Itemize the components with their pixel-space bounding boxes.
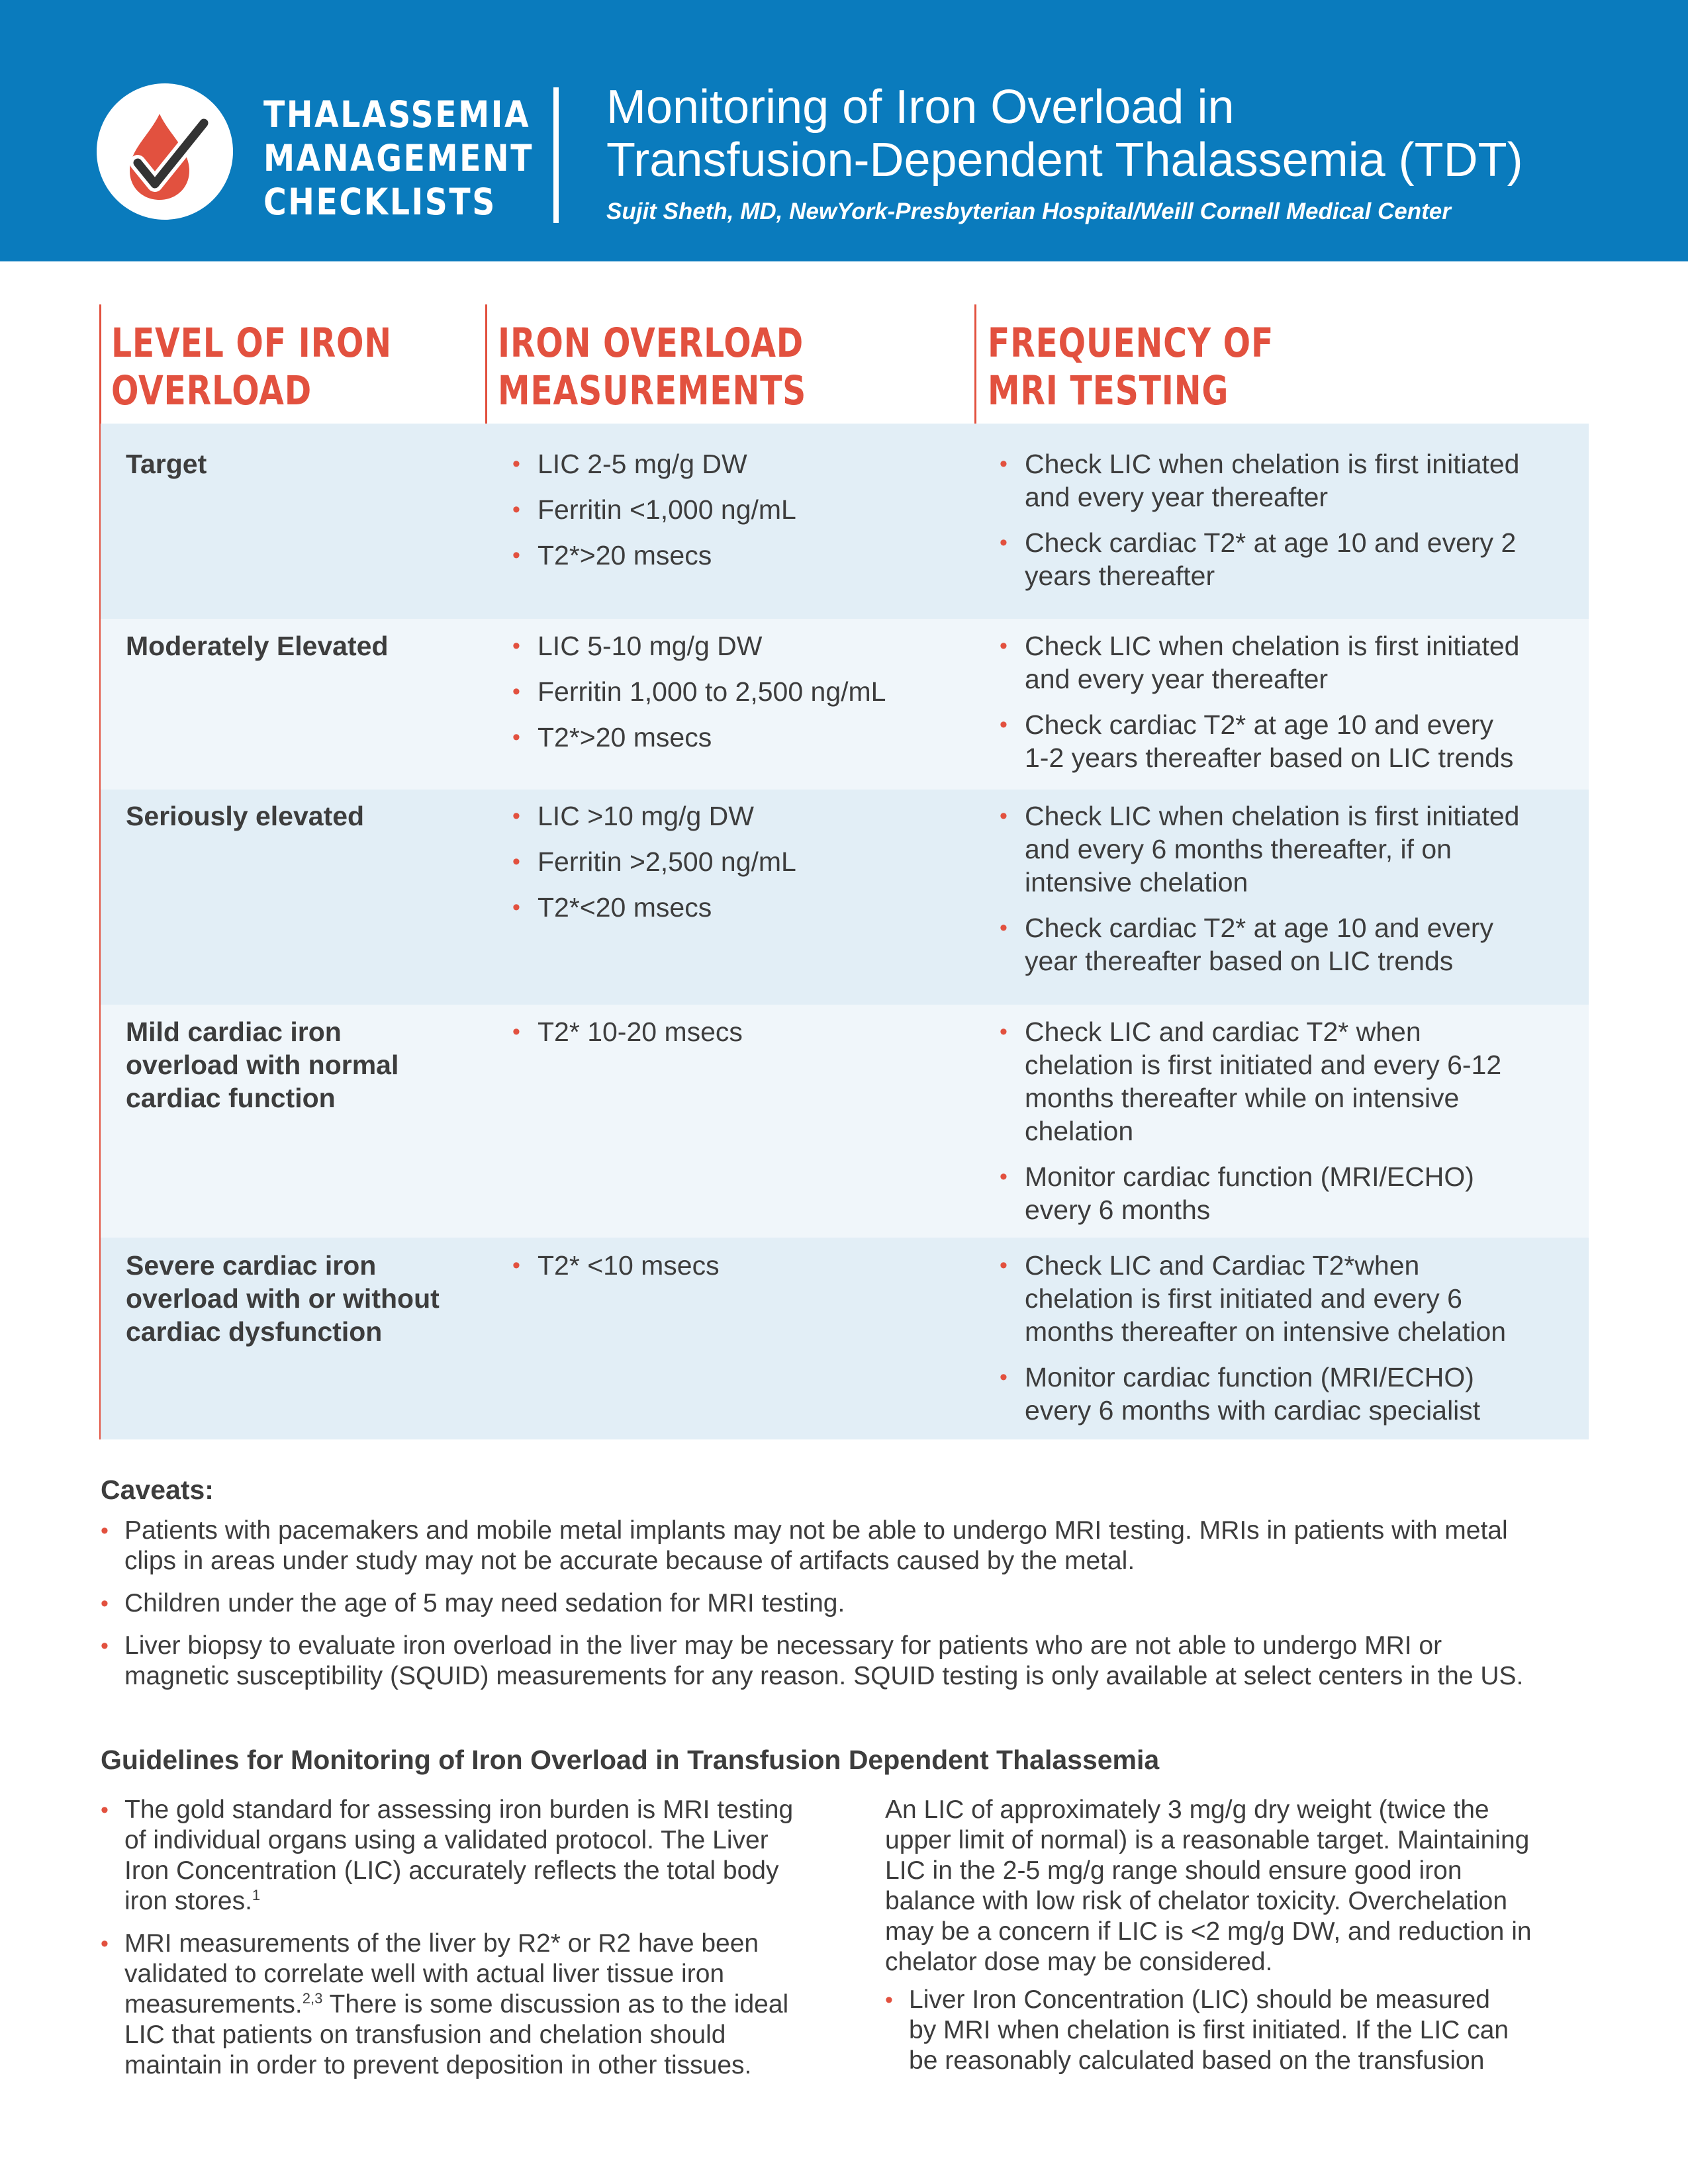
list-item: • Monitor cardiac function (MRI/ECHO) every 6 months <box>998 1160 1501 1226</box>
guidelines-right-paragraph: An LIC of approximately 3 mg/g dry weight (twice the upper limit of normal) is a reasonable target. Maintaining LIC in the 2-5 mg/g range should ensure good iron balance with low risk of chelator toxicity. Overchelation may be a concern if LIC is <2 mg/g DW, and reduction in chelator dose may be considered. <box>885 1796 1532 1976</box>
list-item: • T2*>20 msecs <box>511 721 886 754</box>
list-item: • T2*<20 msecs <box>511 891 796 924</box>
page-title <box>606 81 1639 187</box>
list-item: • T2* <10 msecs <box>511 1249 720 1282</box>
brand-name <box>263 93 534 224</box>
list-item: • T2* 10-20 msecs <box>511 1015 743 1048</box>
reference-mark: 1 <box>252 1887 261 1903</box>
column-header-measurements: IRON OVERLOAD MEASUREMENTS <box>498 320 807 414</box>
list-item: • LIC 2-5 mg/g DW <box>511 447 796 480</box>
list-item: • T2*>20 msecs <box>511 539 796 572</box>
row-label: Moderately Elevated <box>126 631 389 661</box>
guidelines-left-list <box>101 1795 875 2081</box>
title-line: Monitoring of Iron Overload in <box>606 81 1235 134</box>
list-item: • Check LIC when chelation is first initiated and every year thereafter <box>998 629 1519 696</box>
list-item: • Check LIC and cardiac T2* when chelation is first initiated and every 6-12 months thereafter while on intensive chelation <box>998 1015 1501 1148</box>
list-item: • Check cardiac T2* at age 10 and every year thereafter based on LIC trends <box>998 911 1519 978</box>
list-item: • Check LIC and Cardiac T2*when chelation is first initiated and every 6 months thereafter on intensive chelation <box>998 1249 1506 1348</box>
reference-mark: 2,3 <box>302 1990 323 2007</box>
list-item: • The gold standard for assessing iron burden is MRI testing of individual organs using a validated protocol. The Liver Iron Concentration (LIC) accurately reflects the total body iron stores.$^1$ <box>101 1795 875 1917</box>
column-header-frequency: FREQUENCY OF MRI TESTING <box>988 320 1274 414</box>
list-item: • Liver Iron Concentration (LIC) should be measured by MRI when chelation is first initiated. If the LIC can be reasonably calculated based on the transfusion <box>885 1985 1633 2076</box>
row-label: Target <box>126 449 207 479</box>
list-item: • Liver biopsy to evaluate iron overload in the liver may be necessary for patients who are not able to undergo MRI or magnetic susceptibility (SQUID) measurements for any reason. SQUID testing is only available at select centers in the US. <box>101 1631 1623 1692</box>
measurement-list <box>511 447 796 584</box>
caveats-heading: Caveats: <box>101 1475 214 1505</box>
measurement-list <box>511 1249 720 1295</box>
logo <box>97 83 233 220</box>
brand-line: MANAGEMENT <box>263 137 534 179</box>
brand-line: THALASSEMIA <box>263 93 531 136</box>
list-item: • Patients with pacemakers and mobile metal implants may not be able to undergo MRI testing. MRIs in patients with metal clips in areas under study may not be accurate because of artifacts caused by the metal. <box>101 1516 1623 1576</box>
guidelines-right-list <box>885 1985 1633 2076</box>
frequency-list <box>998 1015 1501 1239</box>
frequency-list <box>998 447 1519 605</box>
column-header-level: LEVEL OF IRON OVERLOAD <box>111 320 392 414</box>
list-item: • Check LIC when chelation is first initiated and every year thereafter <box>998 447 1519 514</box>
list-item: • MRI measurements of the liver by R2* or R2 have been validated to correlate well with actual liver tissue iron measurements.$^{2,3}$ There is some discussion as to the ideal LIC that patients on transfusion and chelation should maintain in order to prevent deposition in other tissues. <box>101 1929 875 2081</box>
list-item: • Ferritin >2,500 ng/mL <box>511 845 796 878</box>
caveats-list <box>101 1516 1623 1692</box>
list-item: • Ferritin <1,000 ng/mL <box>511 493 796 526</box>
row-label: Seriously elevated <box>126 801 365 831</box>
guidelines-heading: Guidelines for Monitoring of Iron Overload in Transfusion Dependent Thalassemia <box>101 1745 1160 1775</box>
measurement-list <box>511 629 886 766</box>
list-item: • LIC >10 mg/g DW <box>511 799 796 833</box>
row-label: Severe cardiac iron overload with or without cardiac dysfunction <box>126 1250 440 1347</box>
title-line: Transfusion-Dependent Thalassemia (TDT) <box>606 134 1523 187</box>
frequency-list <box>998 799 1519 990</box>
header-band <box>0 0 1688 261</box>
list-item: • Check cardiac T2* at age 10 and every 2 years thereafter <box>998 526 1519 592</box>
blood-drop-check-icon <box>97 83 233 220</box>
list-item: • Check cardiac T2* at age 10 and every 1-2 years thereafter based on LIC trends <box>998 708 1519 774</box>
measurement-list <box>511 1015 743 1061</box>
list-item: • Monitor cardiac function (MRI/ECHO) every 6 months with cardiac specialist <box>998 1361 1506 1427</box>
frequency-list <box>998 629 1519 787</box>
frequency-list <box>998 1249 1506 1439</box>
list-item: • Ferritin 1,000 to 2,500 ng/mL <box>511 675 886 708</box>
author-line: Sujit Sheth, MD, NewYork-Presbyterian Hospital/Weill Cornell Medical Center <box>606 199 1451 224</box>
brand-line: CHECKLISTS <box>263 181 496 223</box>
list-item: • Children under the age of 5 may need sedation for MRI testing. <box>101 1588 1623 1619</box>
row-label: Mild cardiac iron overload with normal cardiac function <box>126 1017 399 1113</box>
list-item: • LIC 5-10 mg/g DW <box>511 629 886 662</box>
header-divider <box>553 87 559 223</box>
measurement-list <box>511 799 796 936</box>
list-item: • Check LIC when chelation is first initiated and every 6 months thereafter, if on intensive chelation <box>998 799 1519 899</box>
